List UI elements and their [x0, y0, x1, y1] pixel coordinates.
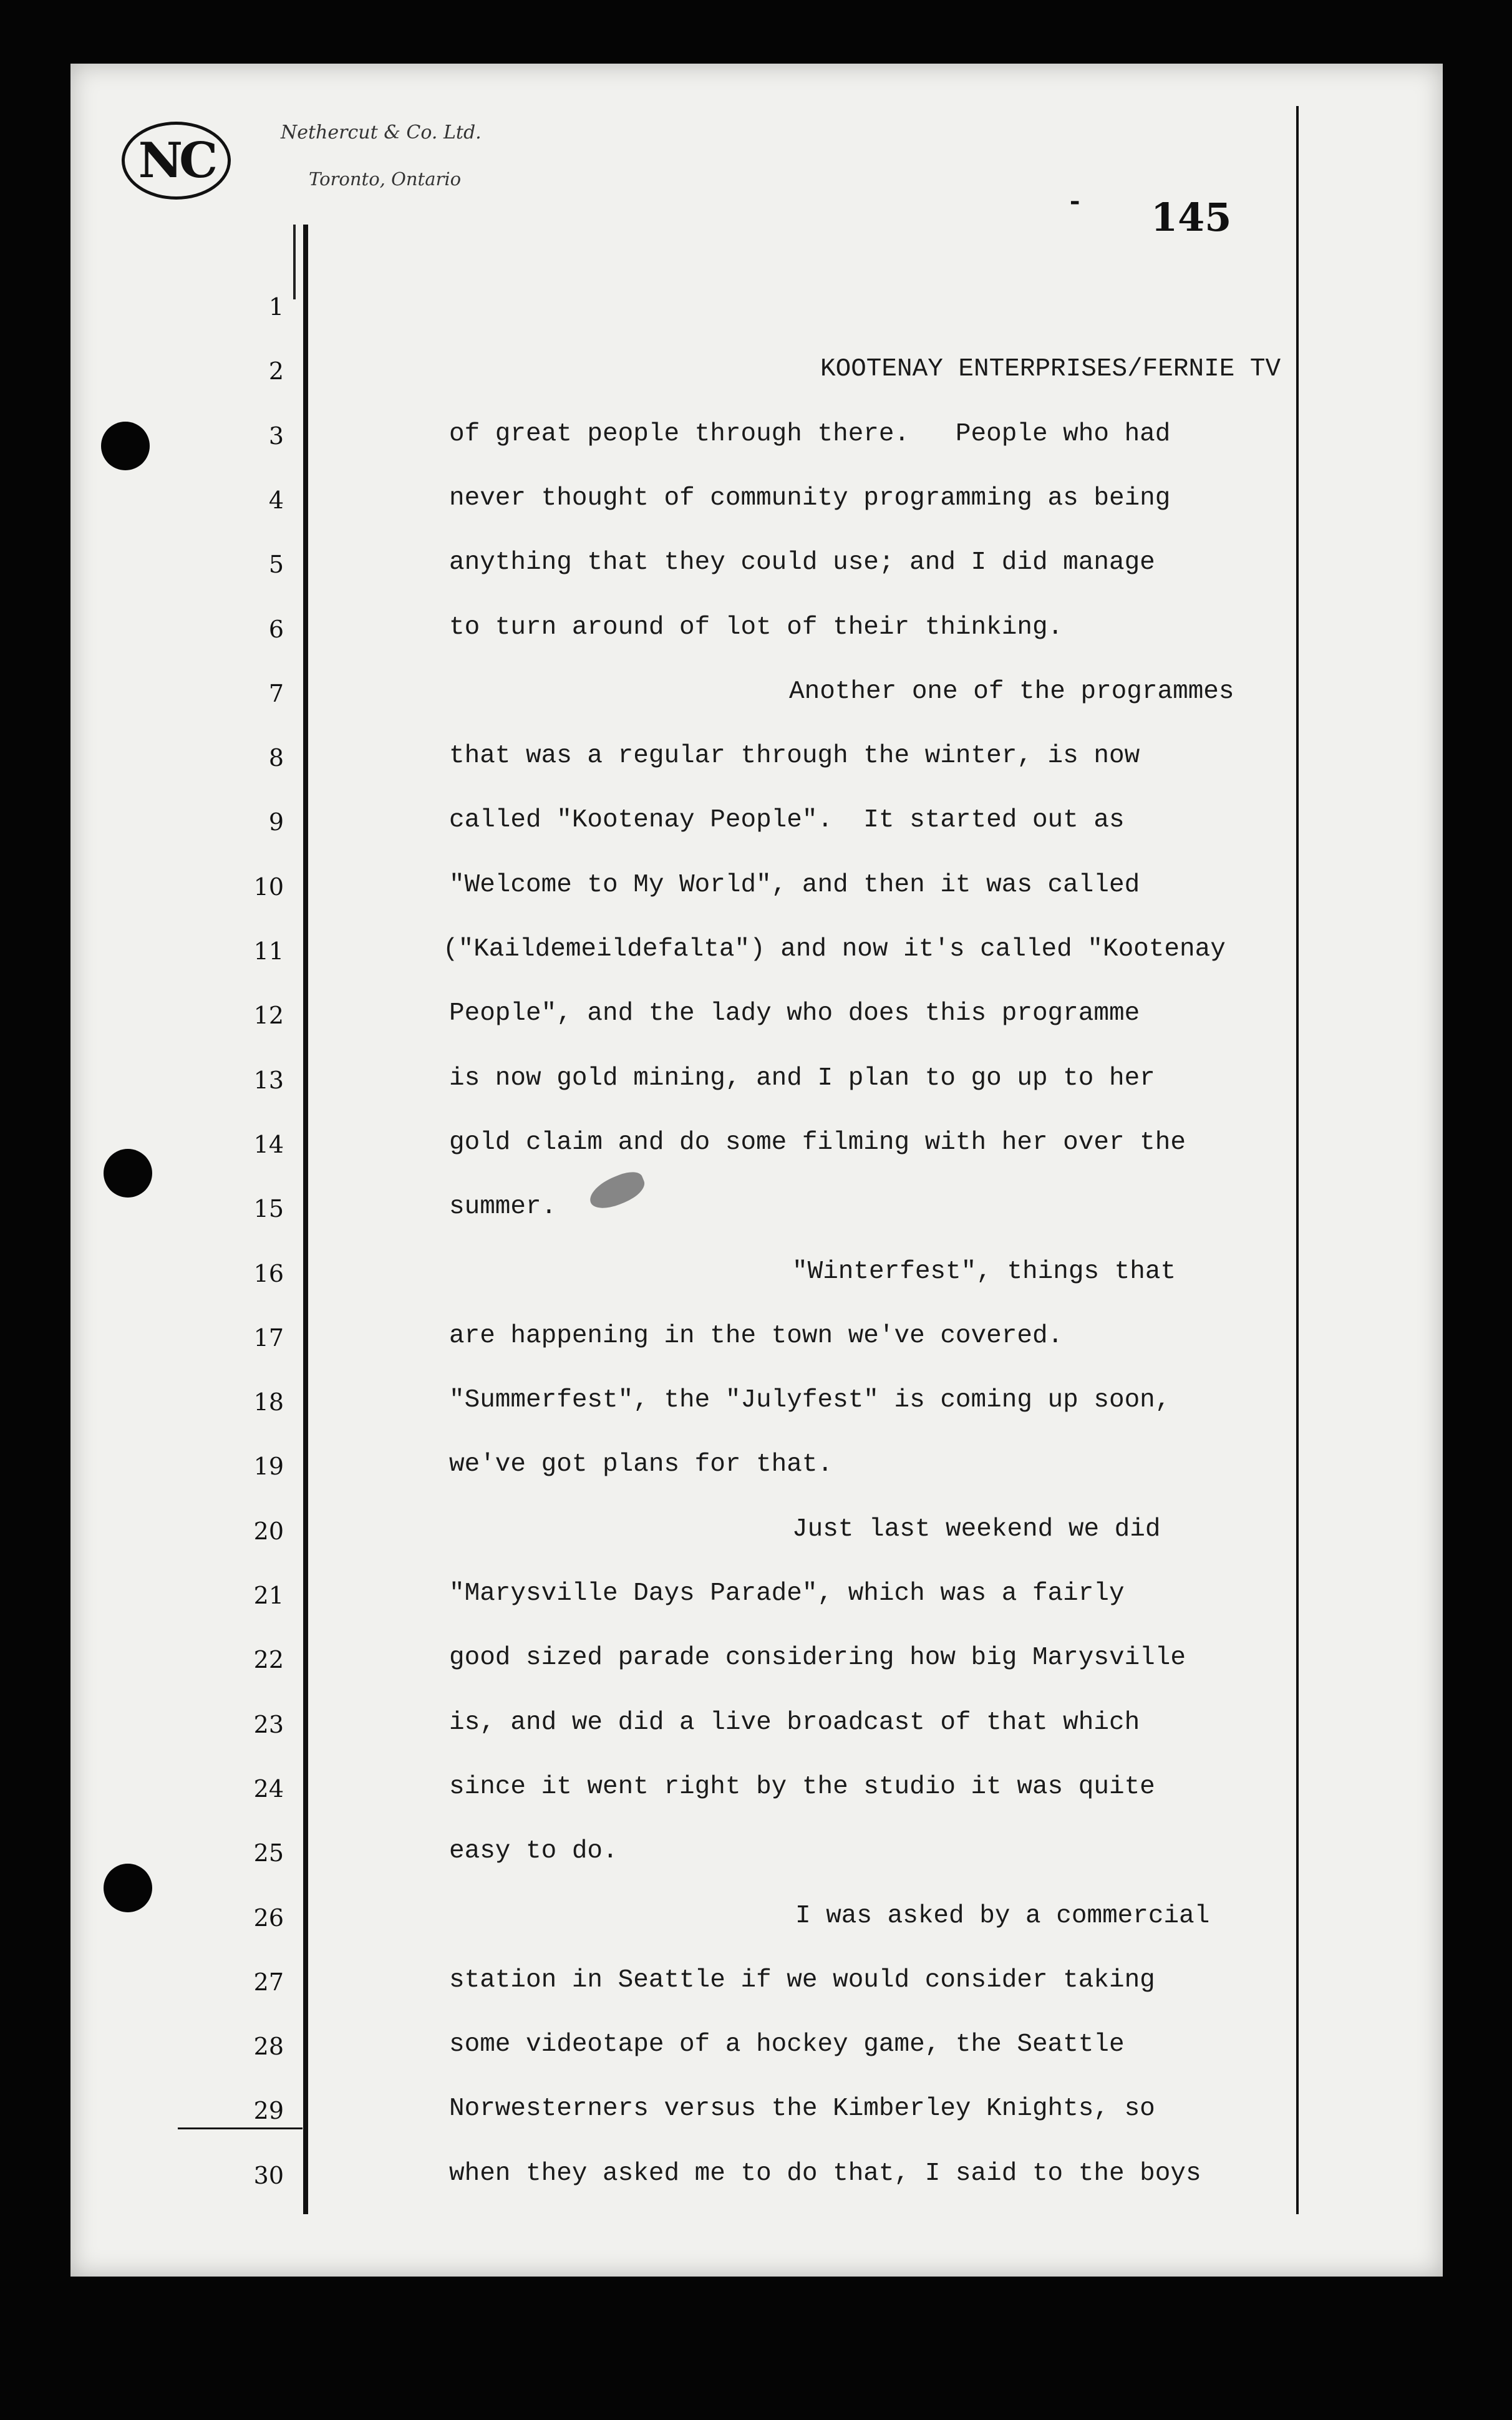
transcript-line: of great people through there. People who had [449, 419, 1171, 448]
binder-hole [104, 1864, 152, 1912]
line-number: 23 [253, 1710, 284, 1738]
line-number: 29 [253, 2097, 284, 2125]
line-number: 30 [253, 2161, 284, 2189]
line-number: 27 [253, 1968, 284, 1996]
line-number: 16 [253, 1259, 284, 1287]
transcript-page [70, 64, 1443, 2277]
transcript-line: easy to do. [449, 1837, 618, 1866]
transcript-line: that was a regular through the winter, is now [449, 742, 1140, 771]
transcript-line: Another one of the programmes [789, 677, 1234, 706]
page-dash: - [1067, 187, 1083, 218]
transcript-line: "Summerfest", the "Julyfest" is coming up soon, [449, 1386, 1171, 1415]
line-number: 17 [253, 1324, 284, 1352]
line-number: 18 [253, 1388, 284, 1416]
line-number: 9 [268, 808, 284, 836]
line-number: 11 [253, 937, 284, 965]
bottom-margin-rule [178, 2127, 303, 2129]
transcript-line: since it went right by the studio it was quite [449, 1772, 1155, 1801]
transcript-line: gold claim and do some filming with her over the [449, 1128, 1186, 1157]
transcript-line: is now gold mining, and I plan to go up to her [449, 1063, 1155, 1093]
line-number: 21 [253, 1582, 284, 1609]
line-number: 26 [253, 1904, 284, 1932]
transcript-line: good sized parade considering how big Marysville [449, 1643, 1186, 1673]
transcript-line: People", and the lady who does this programme [449, 999, 1140, 1028]
line-number: 6 [268, 615, 284, 643]
transcript-line: Norwesterners versus the Kimberley Knights, so [449, 2094, 1155, 2124]
right-margin-rule [1296, 106, 1299, 2214]
line-number: 13 [253, 1066, 284, 1094]
line-number: 22 [253, 1646, 284, 1674]
left-margin-rule [303, 225, 308, 2214]
line-number: 2 [268, 357, 284, 385]
company-logo: NC [122, 122, 231, 200]
line-number: 12 [253, 1002, 284, 1030]
transcript-line: called "Kootenay People". It started out as [449, 806, 1125, 835]
line-number: 8 [268, 744, 284, 772]
company-city: Toronto, Ontario [309, 168, 462, 190]
company-name: Nethercut & Co. Ltd. [281, 122, 482, 143]
transcript-line: when they asked me to do that, I said to the boys [449, 2159, 1201, 2188]
line-number: 28 [253, 2033, 284, 2061]
line-number: 15 [253, 1195, 284, 1223]
transcript-line: "Winterfest", things that [792, 1257, 1176, 1286]
transcript-line: we've got plans for that. [449, 1450, 833, 1479]
transcript-line: summer. [449, 1193, 557, 1222]
transcript-line: to turn around of lot of their thinking. [449, 612, 1064, 642]
line-number: 25 [253, 1839, 284, 1867]
line-number: 20 [253, 1517, 284, 1545]
line-number: 14 [253, 1130, 284, 1158]
line-number: 4 [268, 486, 284, 514]
transcript-line: "Welcome to My World", and then it was called [449, 870, 1140, 899]
binder-hole [101, 422, 150, 470]
transcript-line: "Marysville Days Parade", which was a fairly [449, 1579, 1125, 1608]
line-number: 10 [253, 873, 284, 901]
transcript-line: station in Seattle if we would consider taking [449, 1965, 1155, 1995]
transcript-line: some videotape of a hockey game, the Seattle [449, 2030, 1125, 2059]
transcript-line: anything that they could use; and I did manage [449, 548, 1155, 578]
line-number: 24 [253, 1774, 284, 1803]
transcript-line: ("Kaildemeildefalta") and now it's called "Kootenay [443, 935, 1226, 964]
line-number: 3 [268, 422, 284, 450]
transcript-line: never thought of community programming as being [449, 483, 1171, 513]
line-number: 1 [268, 293, 284, 321]
page-number: 145 [1151, 195, 1232, 240]
binder-hole [104, 1149, 152, 1198]
line-number: 7 [268, 679, 284, 707]
transcript-line: are happening in the town we've covered. [449, 1321, 1064, 1350]
transcript-line: is, and we did a live broadcast of that which [449, 1708, 1140, 1737]
line-number: 19 [253, 1453, 284, 1481]
transcript-line: KOOTENAY ENTERPRISES/FERNIE TV [820, 355, 1281, 384]
transcript-line: I was asked by a commercial [795, 1901, 1210, 1930]
transcript-line: Just last weekend we did [792, 1514, 1161, 1544]
line-number: 5 [268, 551, 284, 579]
left-margin-rule-secondary [293, 225, 296, 299]
